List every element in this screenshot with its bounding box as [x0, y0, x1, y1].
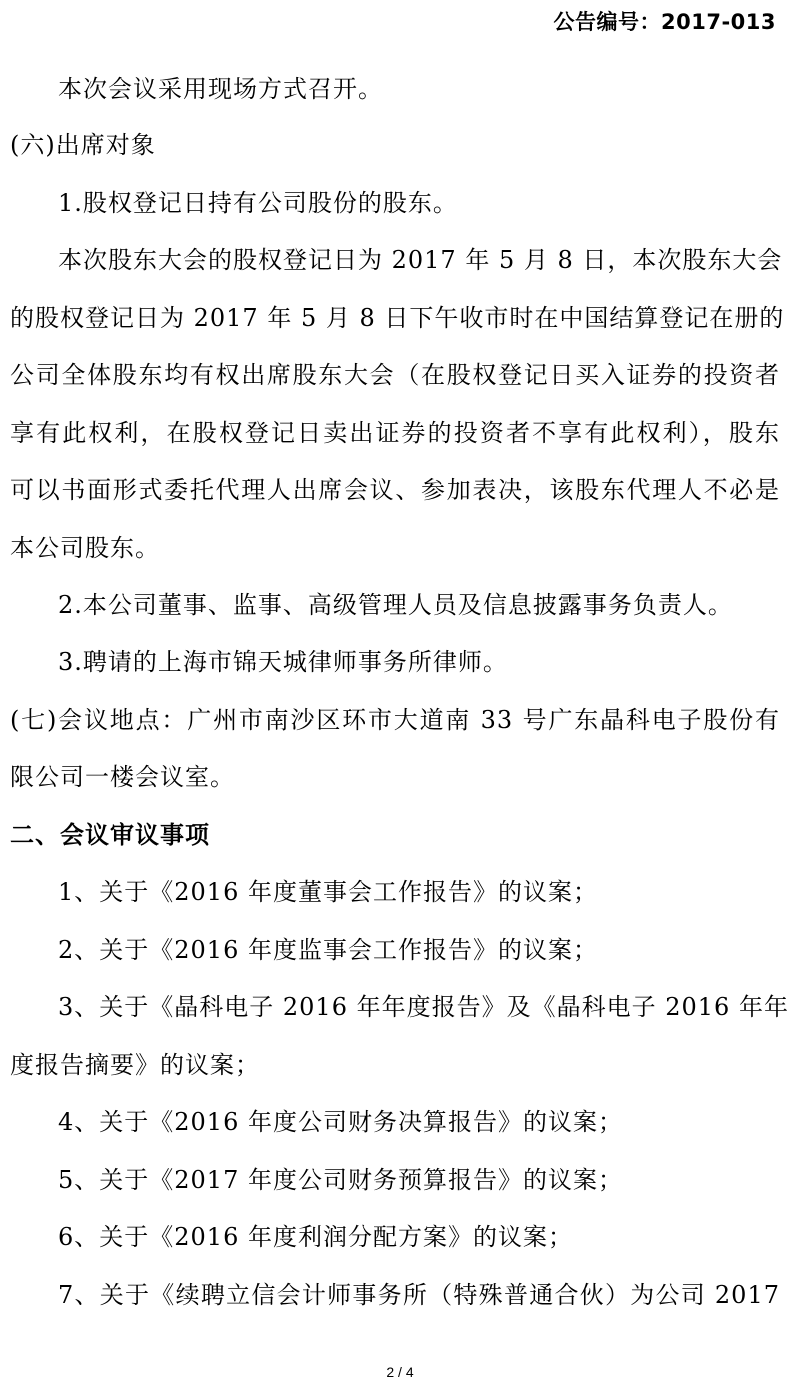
list-item: 2.本公司董事、监事、高级管理人员及信息披露事务负责人。: [58, 591, 733, 619]
agenda-item: 7、关于《续聘立信会计师事务所（特殊普通合伙）为公司 2017: [58, 1281, 780, 1309]
agenda-item-continued: 度报告摘要》的议案；: [10, 1051, 260, 1079]
agenda-item: 6、关于《2016 年度利润分配方案》的议案；: [58, 1223, 573, 1251]
agenda-item: 3、关于《晶科电子 2016 年年度报告》及《晶科电子 2016 年年: [58, 993, 789, 1021]
agenda-item: 4、关于《2016 年度公司财务决算报告》的议案；: [58, 1108, 623, 1136]
list-item: 3.聘请的上海市锦天城律师事务所律师。: [58, 648, 508, 676]
section-heading-location: (七)会议地点：广州市南沙区环市大道南 33 号广东晶科电子股份有: [10, 706, 780, 734]
paragraph-line: 公司全体股东均有权出席股东大会（在股权登记日买入证券的投资者: [10, 361, 780, 389]
paragraph-line: 本次会议采用现场方式召开。: [58, 75, 383, 103]
agenda-item: 5、关于《2017 年度公司财务预算报告》的议案；: [58, 1166, 623, 1194]
paragraph-line: 本公司股东。: [10, 534, 160, 562]
agenda-item: 2、关于《2016 年度监事会工作报告》的议案；: [58, 936, 598, 964]
list-item: 1.股权登记日持有公司股份的股东。: [58, 189, 458, 217]
announcement-code: 公告编号：2017-013: [553, 10, 776, 34]
paragraph-line: 本次股东大会的股权登记日为 2017 年 5 月 8 日，本次股东大会: [58, 246, 783, 274]
paragraph-line: 可以书面形式委托代理人出席会议、参加表决，该股东代理人不必是: [10, 476, 780, 504]
agenda-item: 1、关于《2016 年度董事会工作报告》的议案；: [58, 878, 598, 906]
section-heading-attendees: (六)出席对象: [10, 131, 156, 159]
page-number: 2 / 4: [386, 1364, 414, 1380]
paragraph-line: 的股权登记日为 2017 年 5 月 8 日下午收市时在中国结算登记在册的: [10, 304, 785, 332]
paragraph-line: 享有此权利，在股权登记日卖出证券的投资者不享有此权利），股东: [10, 419, 780, 447]
section-heading-agenda: 二、会议审议事项: [10, 820, 210, 849]
paragraph-line: 限公司一楼会议室。: [10, 763, 235, 791]
